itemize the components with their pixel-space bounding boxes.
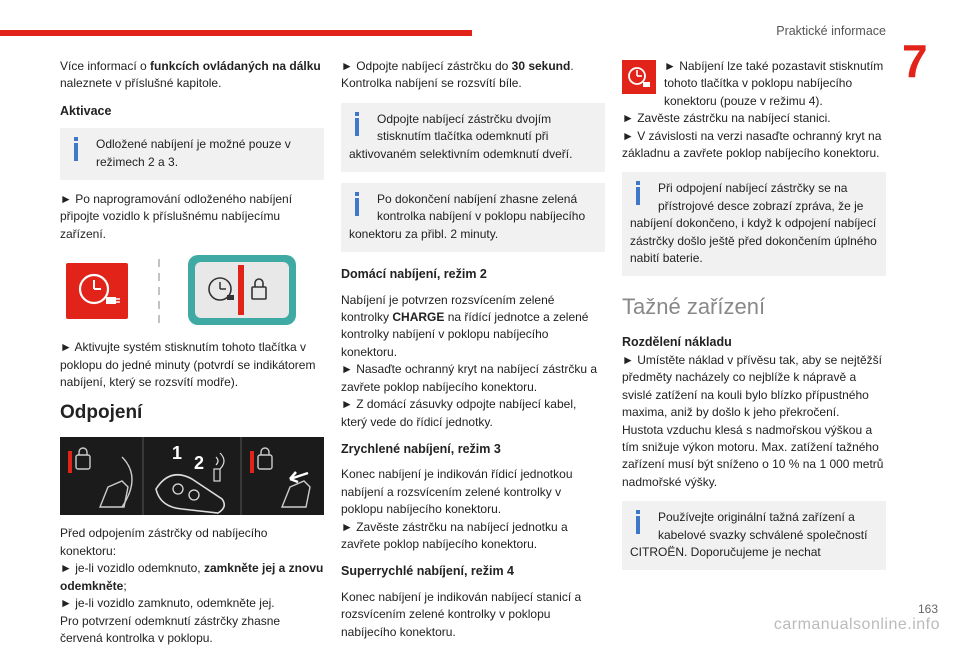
pause-charge-block: ► Nabíjení lze také pozastavit stisknutím tohoto tlačítka v poklopu nabíjecího konektoru (pouze v režimu 4). bbox=[622, 58, 886, 110]
info-note: Používejte originální tažná zařízení a kabelové svazky schválené společností CITROËN. Doporučujeme je nechat bbox=[622, 501, 886, 570]
paragraph-hang: ► Zavěste zástrčku na nabíjecí stanici. ► V závislosti na verzi nasaďte ochranný kryt na základnu a zavřete poklop nabíjecího konektoru. bbox=[622, 111, 882, 161]
charge-pause-icon bbox=[622, 60, 656, 94]
paragraph-load: ► Umístěte náklad v přívěsu tak, aby se nejtěžší předměty nacházely co nejblíže k nápravě a svislé zatížení na kouli bylo blízko přípustného maxima, aniž by došlo k jeho překročení. Hustota vzduchu klesá s nadmořskou výškou a tím snižuje výkon motoru. Max. zatížení tažného zařízení musí být sníženo o 10 % na 1 000 metrů nadmořské výšky. bbox=[622, 352, 884, 489]
paragraph-before: Před odpojením zástrčky od nabíjecího konektoru: ► je-li vozidlo odemknuto, zamkněte jej a znovu odemkněte; ► je-li vozidlo zamknuto, odemkněte jej. Pro potvrzení odemknutí zástrčky zhasne červená kontrolka v poklopu. bbox=[60, 526, 324, 645]
heading-odpojeni: Odpojení bbox=[60, 402, 143, 424]
paragraph-mode-3: Konec nabíjení je indikován řídicí jednotkou nabíjení a rozsvícením zelené kontrolky v poklopu nabíjecího konektoru. ► Zavěste zástrčku na nabíjecí jednotku a zavřete poklop nabíjecího konektoru. bbox=[341, 467, 573, 551]
charge-button-illustration bbox=[60, 253, 324, 329]
paragraph-mode-4: Konec nabíjení je indikován nabíjecí stanicí a rozsvícením zelené kontrolky v poklopu nabíjecího konektoru. bbox=[341, 589, 582, 639]
info-note: Po dokončení nabíjení zhasne zelená kontrolka nabíjení v poklopu nabíjecího konektoru za přibl. 2 minuty. bbox=[341, 183, 605, 252]
header-accent-bar bbox=[0, 30, 472, 36]
info-icon bbox=[630, 180, 652, 208]
intro-paragraph: Více informací o funkcích ovládaných na dálku naleznete v příslušné kapitole. bbox=[60, 59, 321, 91]
heading-tazne-zarizeni: Tažné zařízení bbox=[622, 294, 766, 320]
heading-mode-2: Domácí nabíjení, režim 2 bbox=[341, 267, 487, 282]
paragraph-unplug: ► Odpojte nabíjecí zástrčku do 30 sekund. Kontrolka nabíjení se rozsvítí bíle. bbox=[341, 59, 574, 91]
info-note: Odpojte nabíjecí zástrčku dvojím stisknutím tlačítka odemknutí při aktivovaném selektivním odemknutí dveří. bbox=[341, 103, 605, 172]
key-step-1: 1 bbox=[172, 443, 183, 464]
paragraph-mode-2: Nabíjení je potvrzen rozsvícením zelené kontrolky CHARGE na řídící jednotce a zelené kontrolky nabíjení v poklopu nabíjecího konektoru. ► Nasaďte ochranný kryt na nabíjecí zástrčku a zavřete poklop nabíjecího konektoru. ► Z domácí zásuvky odpojte nabíjecí kabel, který vede do řídicí jednotky. bbox=[341, 292, 598, 429]
heading-aktivace: Aktivace bbox=[60, 103, 112, 118]
heading-mode-4: Superrychlé nabíjení, režim 4 bbox=[341, 564, 514, 579]
info-icon bbox=[630, 509, 652, 537]
column-2 bbox=[341, 58, 605, 651]
info-icon bbox=[349, 191, 371, 219]
heading-load: Rozdělení nákladu bbox=[622, 335, 732, 350]
charge-timer-icon bbox=[66, 263, 128, 319]
info-icon bbox=[349, 111, 371, 139]
column-3 bbox=[622, 58, 886, 581]
info-note: Odložené nabíjení je možné pouze v režimech 2 a 3. bbox=[60, 128, 324, 180]
column-1 bbox=[60, 58, 324, 647]
info-icon bbox=[68, 136, 90, 164]
paragraph-program: ► Po naprogramování odloženého nabíjení připojte vozidlo k příslušnému nabíjecímu zařízení. bbox=[60, 192, 293, 241]
unlock-key-illustration bbox=[60, 437, 324, 515]
page-number: 163 bbox=[917, 602, 938, 616]
paragraph-activate: ► Aktivujte systém stisknutím tohoto tlačítka v poklopu do jedné minuty (potvrdí se indikátorem nabíjení, který se rozsvítí modře). bbox=[60, 340, 316, 390]
key-step-2: 2 bbox=[194, 453, 205, 474]
chapter-number: 7 bbox=[902, 35, 928, 87]
heading-mode-3: Zrychlené nabíjení, režim 3 bbox=[341, 441, 501, 456]
section-title: Praktické informace bbox=[776, 24, 886, 38]
watermark: carmanualsonline.info bbox=[773, 616, 940, 633]
info-note: Při odpojení nabíjecí zástrčky se na přístrojové desce zobrazí zpráva, že je nabíjení dokončeno, i když k odpojení nabíjecí zástrčky došlo ještě před dokončením úplného nabití baterie. bbox=[622, 172, 886, 276]
